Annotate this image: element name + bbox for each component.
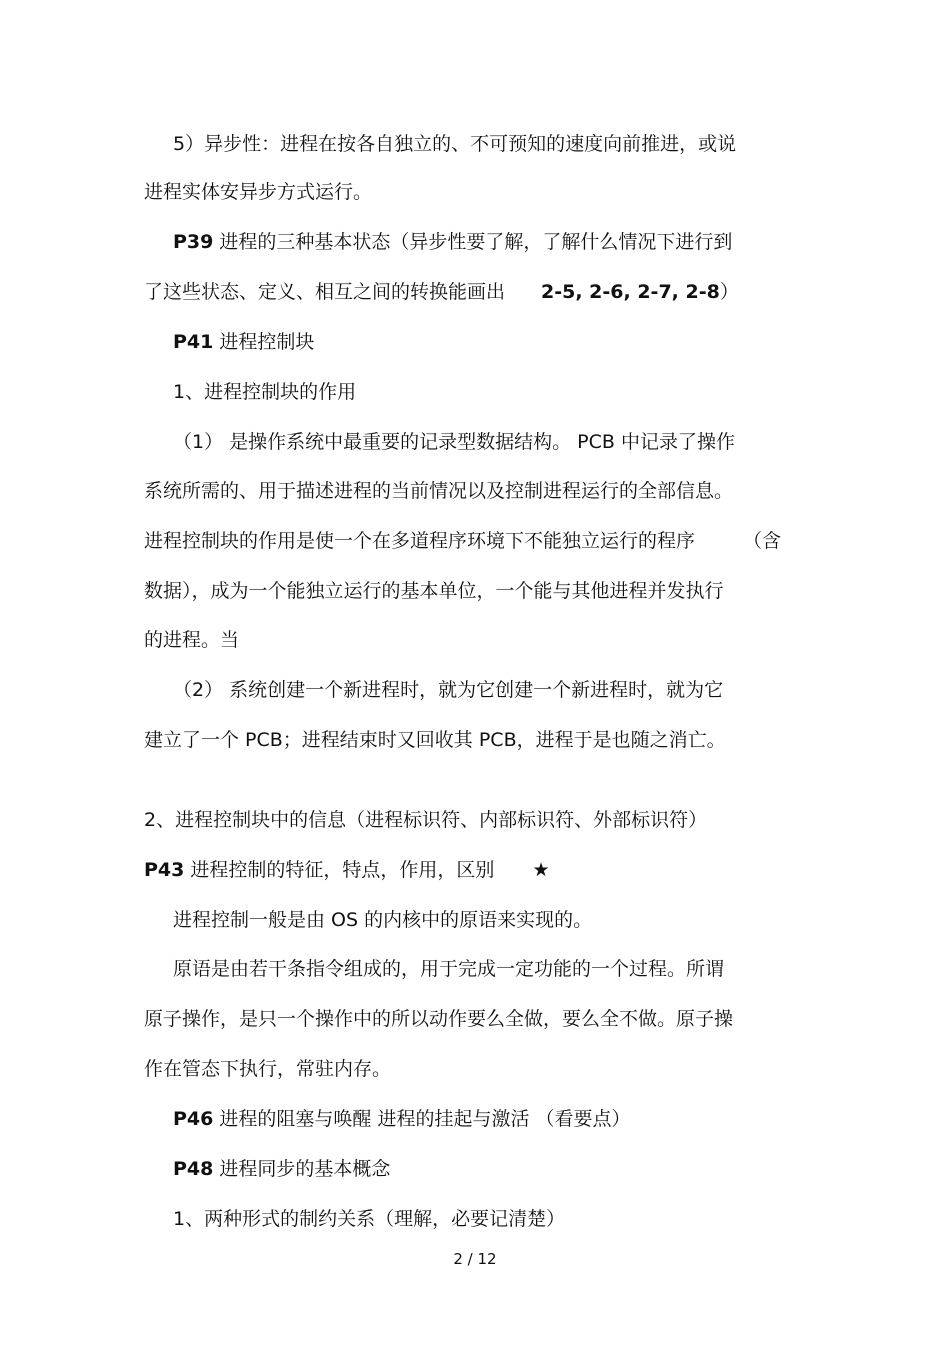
text-line: 数据），成为一个能独立运行的基本单位，一个能与其他进程并发执行 (144, 580, 724, 602)
star-icon: ★ (532, 859, 550, 881)
text-line: 系统所需的、用于描述进程的当前情况以及控制进程运行的全部信息。 (144, 480, 734, 502)
text-line: 的进程。当 (144, 629, 240, 651)
text-line: 作在管态下执行，常驻内存。 (144, 1058, 392, 1080)
text-line: 5）异步性：进程在按各自独立的、不可预知的速度向前推进，或说 (173, 133, 737, 155)
text-line: 原子操作，是只一个操作中的所以动作要么全做，要么全不做。原子操 (144, 1008, 734, 1030)
text-line: P39 进程的三种基本状态（异步性要了解，了解什么情况下进行到 (173, 231, 733, 253)
text-line: P43 进程控制的特征，特点，作用，区别 ★ (144, 859, 550, 881)
text-line: P48 进程同步的基本概念 (173, 1158, 391, 1180)
text-line: 建立了一个 PCB；进程结束时又回收其 PCB，进程于是也随之消亡。 (144, 729, 726, 751)
text-line: （2） 系统创建一个新进程时，就为它创建一个新进程时，就为它 (173, 679, 724, 701)
page-number: 2 / 12 (453, 1250, 497, 1268)
text-line: P41 进程控制块 (173, 331, 315, 353)
text-line: （1） 是操作系统中最重要的记录型数据结构。 PCB 中记录了操作 (173, 431, 735, 453)
text-line: P46 进程的阻塞与唤醒 进程的挂起与激活 （看要点） (173, 1108, 631, 1130)
text-line: 1、两种形式的制约关系（理解，必要记清楚） (173, 1208, 566, 1230)
text-line: 进程实体安异步方式运行。 (144, 181, 373, 203)
text-line: 进程控制一般是由 OS 的内核中的原语来实现的。 (173, 909, 593, 931)
text-line: 进程控制块的作用是使一个在多道程序环境下不能独立运行的程序 （含 (144, 530, 782, 552)
text-line: 2、进程控制块中的信息（进程标识符、内部标识符、外部标识符） (144, 809, 708, 831)
text-line: 了这些状态、定义、相互之间的转换能画出 2-5, 2-6, 2-7, 2-8） (144, 281, 739, 303)
text-line: 1、进程控制块的作用 (173, 381, 357, 403)
text-line: 原语是由若干条指令组成的，用于完成一定功能的一个过程。所谓 (173, 958, 725, 980)
